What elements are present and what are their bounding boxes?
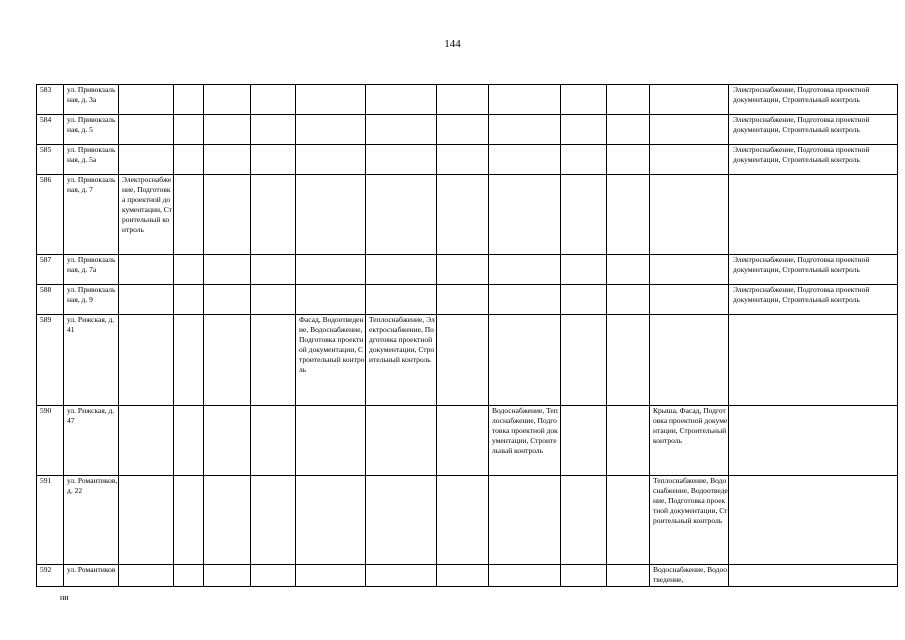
works-table — [36, 84, 898, 587]
work-cell — [204, 255, 251, 285]
work-cell — [174, 406, 204, 476]
work-cell — [489, 565, 561, 587]
work-cell — [204, 315, 251, 406]
work-cell — [607, 85, 650, 115]
work-cell — [489, 315, 561, 406]
row-number: 588 — [37, 285, 64, 315]
work-cell — [296, 175, 366, 255]
row-number: 591 — [37, 476, 64, 565]
work-cell — [204, 115, 251, 145]
work-cell — [204, 145, 251, 175]
work-cell — [251, 255, 296, 285]
row-number: 583 — [37, 85, 64, 115]
work-cell — [366, 406, 437, 476]
work-cell — [251, 315, 296, 406]
work-cell — [251, 565, 296, 587]
work-cell — [650, 255, 729, 285]
work-cell — [174, 85, 204, 115]
work-cell — [174, 476, 204, 565]
work-cell — [650, 115, 729, 145]
work-cell: Водоснабжение, Теплоснабжение, Подготовка проектной документации, Строительный контроль — [489, 406, 561, 476]
work-cell — [437, 565, 489, 587]
table-row — [37, 175, 898, 255]
work-cell: Электроснабжение, Подготовка проектной документации, Строительный контроль — [729, 115, 898, 145]
work-cell — [296, 285, 366, 315]
table-row — [37, 285, 898, 315]
work-cell — [729, 406, 898, 476]
work-cell — [729, 565, 898, 587]
work-cell — [607, 115, 650, 145]
work-cell — [607, 255, 650, 285]
work-cell: Крыша, Фасад, Подготовка проектной документации, Строительный контроль — [650, 406, 729, 476]
work-cell — [251, 285, 296, 315]
work-cell — [204, 565, 251, 587]
row-number: 592 — [37, 565, 64, 587]
address-cell: ул. Романтиков — [64, 565, 119, 587]
work-cell — [251, 476, 296, 565]
work-cell — [204, 85, 251, 115]
work-cell — [607, 145, 650, 175]
work-cell — [366, 85, 437, 115]
work-cell — [119, 476, 174, 565]
work-cell — [561, 255, 607, 285]
work-cell — [437, 406, 489, 476]
work-cell — [119, 406, 174, 476]
work-cell — [119, 315, 174, 406]
work-cell — [119, 285, 174, 315]
work-cell — [437, 255, 489, 285]
work-cell — [251, 175, 296, 255]
work-cell — [489, 115, 561, 145]
table-row — [37, 85, 898, 115]
work-cell — [296, 406, 366, 476]
work-cell — [174, 565, 204, 587]
work-cell — [174, 315, 204, 406]
work-cell — [729, 476, 898, 565]
work-cell — [251, 145, 296, 175]
work-cell — [561, 315, 607, 406]
work-cell — [174, 175, 204, 255]
work-cell — [119, 565, 174, 587]
work-cell — [174, 145, 204, 175]
work-cell — [729, 315, 898, 406]
table-row — [37, 565, 898, 587]
work-cell — [204, 476, 251, 565]
work-cell — [561, 565, 607, 587]
work-cell — [489, 145, 561, 175]
work-cell — [251, 85, 296, 115]
work-cell — [296, 85, 366, 115]
work-cell — [489, 285, 561, 315]
address-cell: ул. Привокзальная, д. 5 — [64, 115, 119, 145]
table-row — [37, 476, 898, 565]
work-cell — [437, 285, 489, 315]
work-cell — [561, 145, 607, 175]
work-cell — [174, 255, 204, 285]
work-cell — [489, 476, 561, 565]
work-cell — [607, 285, 650, 315]
work-cell: Теплоснабжение, Водоснабжение, Водоотведение, Подготовка проектной документации, Строительный контроль — [650, 476, 729, 565]
table-row — [37, 406, 898, 476]
work-cell: Водоснабжение, Водоотведение, — [650, 565, 729, 587]
work-cell: Теплоснабжение, Электроснабжение, Подготовка проектной документации, Строительный контроль — [366, 315, 437, 406]
work-cell — [489, 85, 561, 115]
work-cell — [437, 315, 489, 406]
work-cell — [437, 145, 489, 175]
work-cell — [296, 476, 366, 565]
work-cell — [251, 115, 296, 145]
address-cell: ул. Рижская, д. 41 — [64, 315, 119, 406]
work-cell — [650, 85, 729, 115]
work-cell: Электроснабжение, Подготовка проектной документации, Строительный контроль — [729, 285, 898, 315]
work-cell — [607, 476, 650, 565]
work-cell — [119, 255, 174, 285]
work-cell — [561, 175, 607, 255]
work-cell — [174, 115, 204, 145]
work-cell — [561, 406, 607, 476]
work-cell — [561, 285, 607, 315]
row-number: 584 — [37, 115, 64, 145]
page-number: 144 — [444, 38, 461, 50]
work-cell — [174, 285, 204, 315]
table-row — [37, 145, 898, 175]
work-cell — [366, 145, 437, 175]
row-number: 589 — [37, 315, 64, 406]
work-cell — [561, 476, 607, 565]
work-cell — [204, 406, 251, 476]
work-cell — [650, 145, 729, 175]
work-cell — [437, 115, 489, 145]
work-cell: Фасад, Водоотведение, Водоснабжение, Подготовка проектной документации, Строительный контроль — [296, 315, 366, 406]
work-cell — [437, 476, 489, 565]
work-cell — [366, 255, 437, 285]
work-cell — [251, 406, 296, 476]
work-cell — [489, 175, 561, 255]
work-cell: Электроснабжение, Подготовка проектной документации, Строительный контроль — [119, 175, 174, 255]
work-cell — [296, 255, 366, 285]
work-cell — [366, 285, 437, 315]
work-cell — [607, 565, 650, 587]
address-cell: ул. Привокзальная, д. 5а — [64, 145, 119, 175]
work-cell — [296, 115, 366, 145]
row-number: 587 — [37, 255, 64, 285]
work-cell — [119, 85, 174, 115]
work-cell — [437, 85, 489, 115]
work-cell — [366, 476, 437, 565]
work-cell — [489, 255, 561, 285]
work-cell — [650, 175, 729, 255]
work-cell — [366, 175, 437, 255]
work-cell — [437, 175, 489, 255]
work-cell — [366, 115, 437, 145]
address-cell: ул. Привокзальная, д. 7а — [64, 255, 119, 285]
row-number: 585 — [37, 145, 64, 175]
address-cell: ул. Привокзальная, д. 3а — [64, 85, 119, 115]
address-cell: ул. Романтиков, д. 22 — [64, 476, 119, 565]
address-cell: ул. Привокзальная, д. 9 — [64, 285, 119, 315]
work-cell — [650, 285, 729, 315]
work-cell — [561, 85, 607, 115]
work-cell — [119, 115, 174, 145]
work-cell — [650, 315, 729, 406]
work-cell — [204, 175, 251, 255]
page-footer: ни — [60, 593, 69, 602]
address-cell: ул. Рижская, д. 47 — [64, 406, 119, 476]
table-row — [37, 315, 898, 406]
work-cell — [296, 145, 366, 175]
row-number: 586 — [37, 175, 64, 255]
work-cell — [119, 145, 174, 175]
table-row — [37, 255, 898, 285]
work-cell — [607, 406, 650, 476]
work-cell — [561, 115, 607, 145]
work-cell — [607, 175, 650, 255]
work-cell — [366, 565, 437, 587]
work-cell: Электроснабжение, Подготовка проектной документации, Строительный контроль — [729, 85, 898, 115]
work-cell — [296, 565, 366, 587]
work-cell: Электроснабжение, Подготовка проектной документации, Строительный контроль — [729, 255, 898, 285]
row-number: 590 — [37, 406, 64, 476]
work-cell: Электроснабжение, Подготовка проектной документации, Строительный контроль — [729, 145, 898, 175]
table-row — [37, 115, 898, 145]
address-cell: ул. Привокзальная, д. 7 — [64, 175, 119, 255]
work-cell — [607, 315, 650, 406]
work-cell — [729, 175, 898, 255]
work-cell — [204, 285, 251, 315]
